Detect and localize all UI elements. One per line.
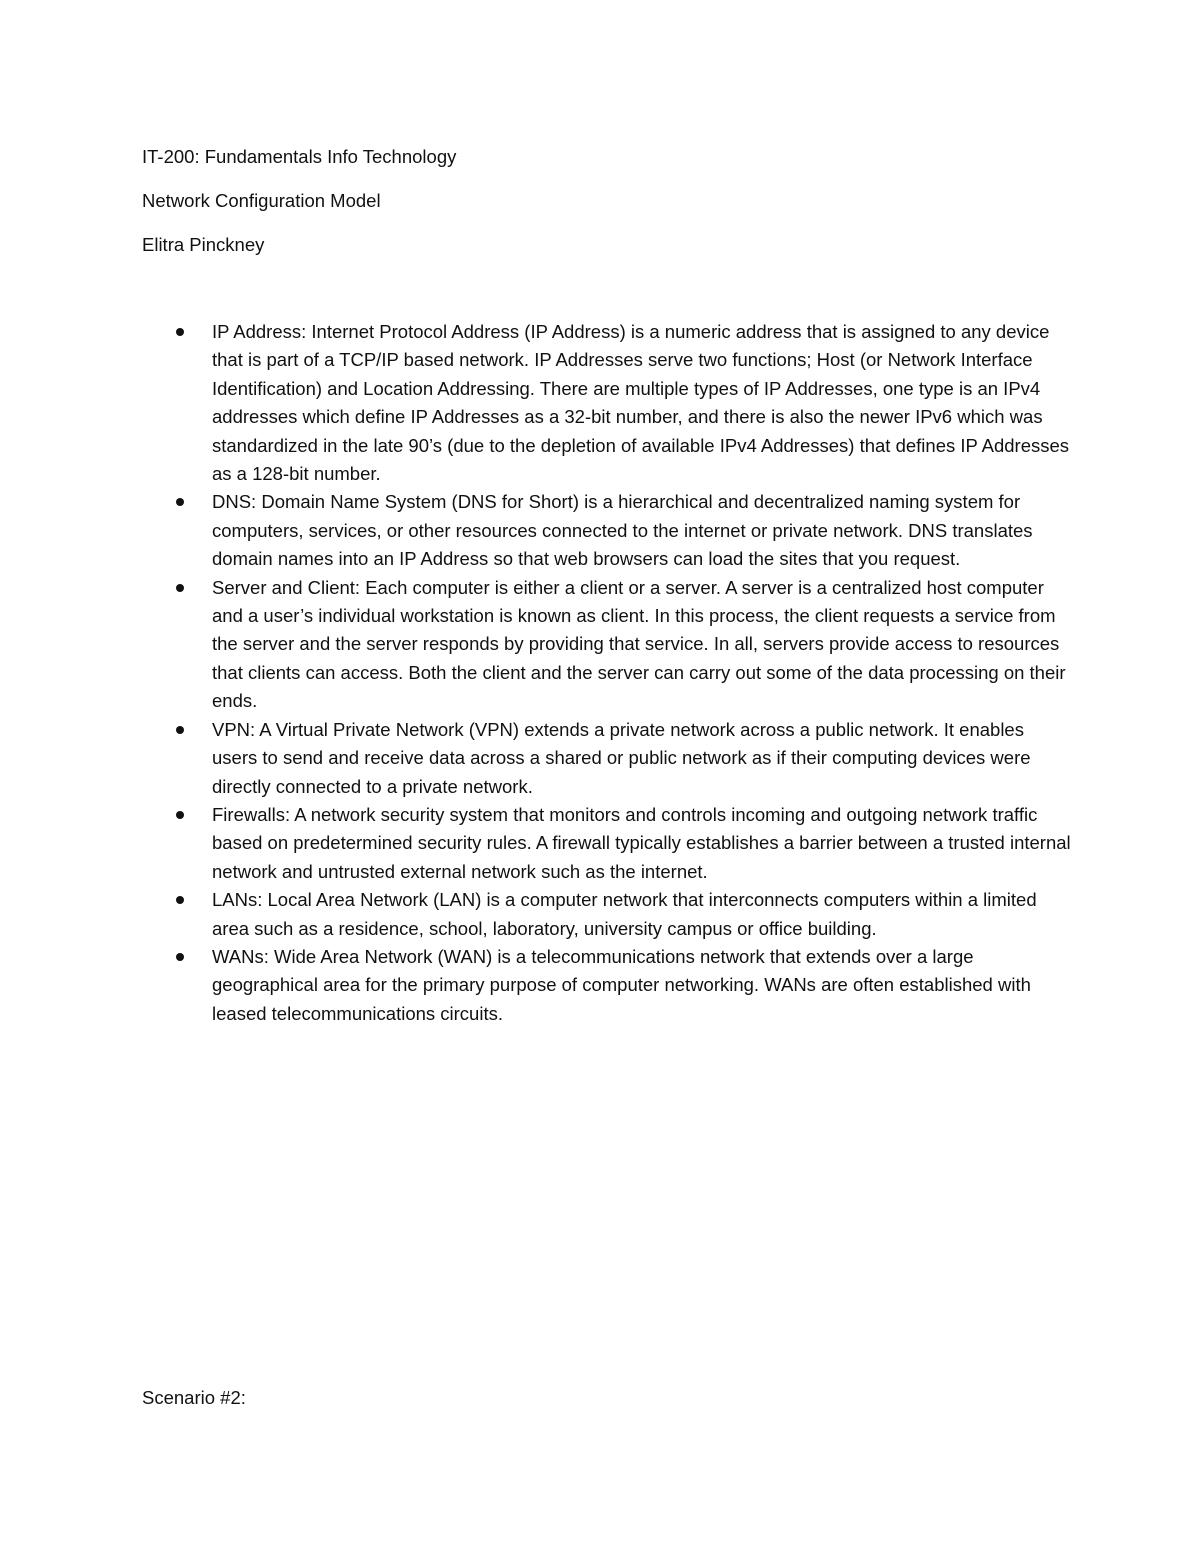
bullet-icon	[176, 498, 184, 506]
definitions-list	[212, 318, 1072, 1028]
list-item-text: IP Address: Internet Protocol Address (IP Address) is a numeric address that is assigned to any device that is part of a TCP/IP based network. IP Addresses serve two functions; Host (or Network Interface Identification) and Location Addressing. There are multiple types of IP Addresses, one type is an IPv4 addresses which define IP Addresses as a 32-bit number, and there is also the newer IPv6 which was standardized in the late 90’s (due to the depletion of available IPv4 Addresses) that defines IP Addresses as a 128-bit number.	[212, 321, 1070, 485]
list-item-vpn	[212, 716, 1072, 801]
list-item-lans	[212, 886, 1072, 943]
author-name: Elitra Pinckney	[142, 234, 265, 255]
list-item-text: VPN: A Virtual Private Network (VPN) extends a private network across a public network. It enables users to send and receive data across a shared or public network as if their computing devices were directly connected to a private network.	[212, 718, 1031, 797]
bullet-icon	[176, 896, 184, 904]
list-item-server-client	[212, 574, 1072, 716]
list-item-text: Firewalls: A network security system that monitors and controls incoming and outgoing network traffic based on predetermined security rules. A firewall typically establishes a barrier between a trusted internal network and untrusted external network such as the internet.	[212, 803, 1071, 882]
list-item-text: Server and Client: Each computer is either a client or a server. A server is a centralized host computer and a user’s individual workstation is known as client. In this process, the client requests a service from the server and the server responds by providing that service. In all, servers provide access to resources that clients can access. Both the client and the server can carry out some of the data processing on their ends.	[212, 576, 1066, 712]
bullet-icon	[176, 328, 184, 336]
bullet-icon	[176, 584, 184, 592]
document-title: Network Configuration Model	[142, 190, 381, 211]
bullet-icon	[176, 726, 184, 734]
list-item-ip-address	[212, 318, 1072, 488]
bullet-icon	[176, 953, 184, 961]
list-item-wans	[212, 943, 1072, 1028]
list-item-dns	[212, 488, 1072, 573]
list-item-text: LANs: Local Area Network (LAN) is a computer network that interconnects computers within a limited area such as a residence, school, laboratory, university campus or office building.	[212, 889, 1037, 939]
list-item-firewalls	[212, 801, 1072, 886]
bullet-icon	[176, 811, 184, 819]
list-item-text: DNS: Domain Name System (DNS for Short) is a hierarchical and decentralized naming system for computers, services, or other resources connected to the internet or private network. DNS translates domain names into an IP Address so that web browsers can load the sites that you request.	[212, 491, 1033, 570]
course-title: IT-200: Fundamentals Info Technology	[142, 146, 457, 167]
list-item-text: WANs: Wide Area Network (WAN) is a telecommunications network that extends over a large geographical area for the primary purpose of computer networking. WANs are often established with leased telecommunications circuits.	[212, 945, 1031, 1024]
scenario-heading: Scenario #2:	[142, 1387, 246, 1408]
